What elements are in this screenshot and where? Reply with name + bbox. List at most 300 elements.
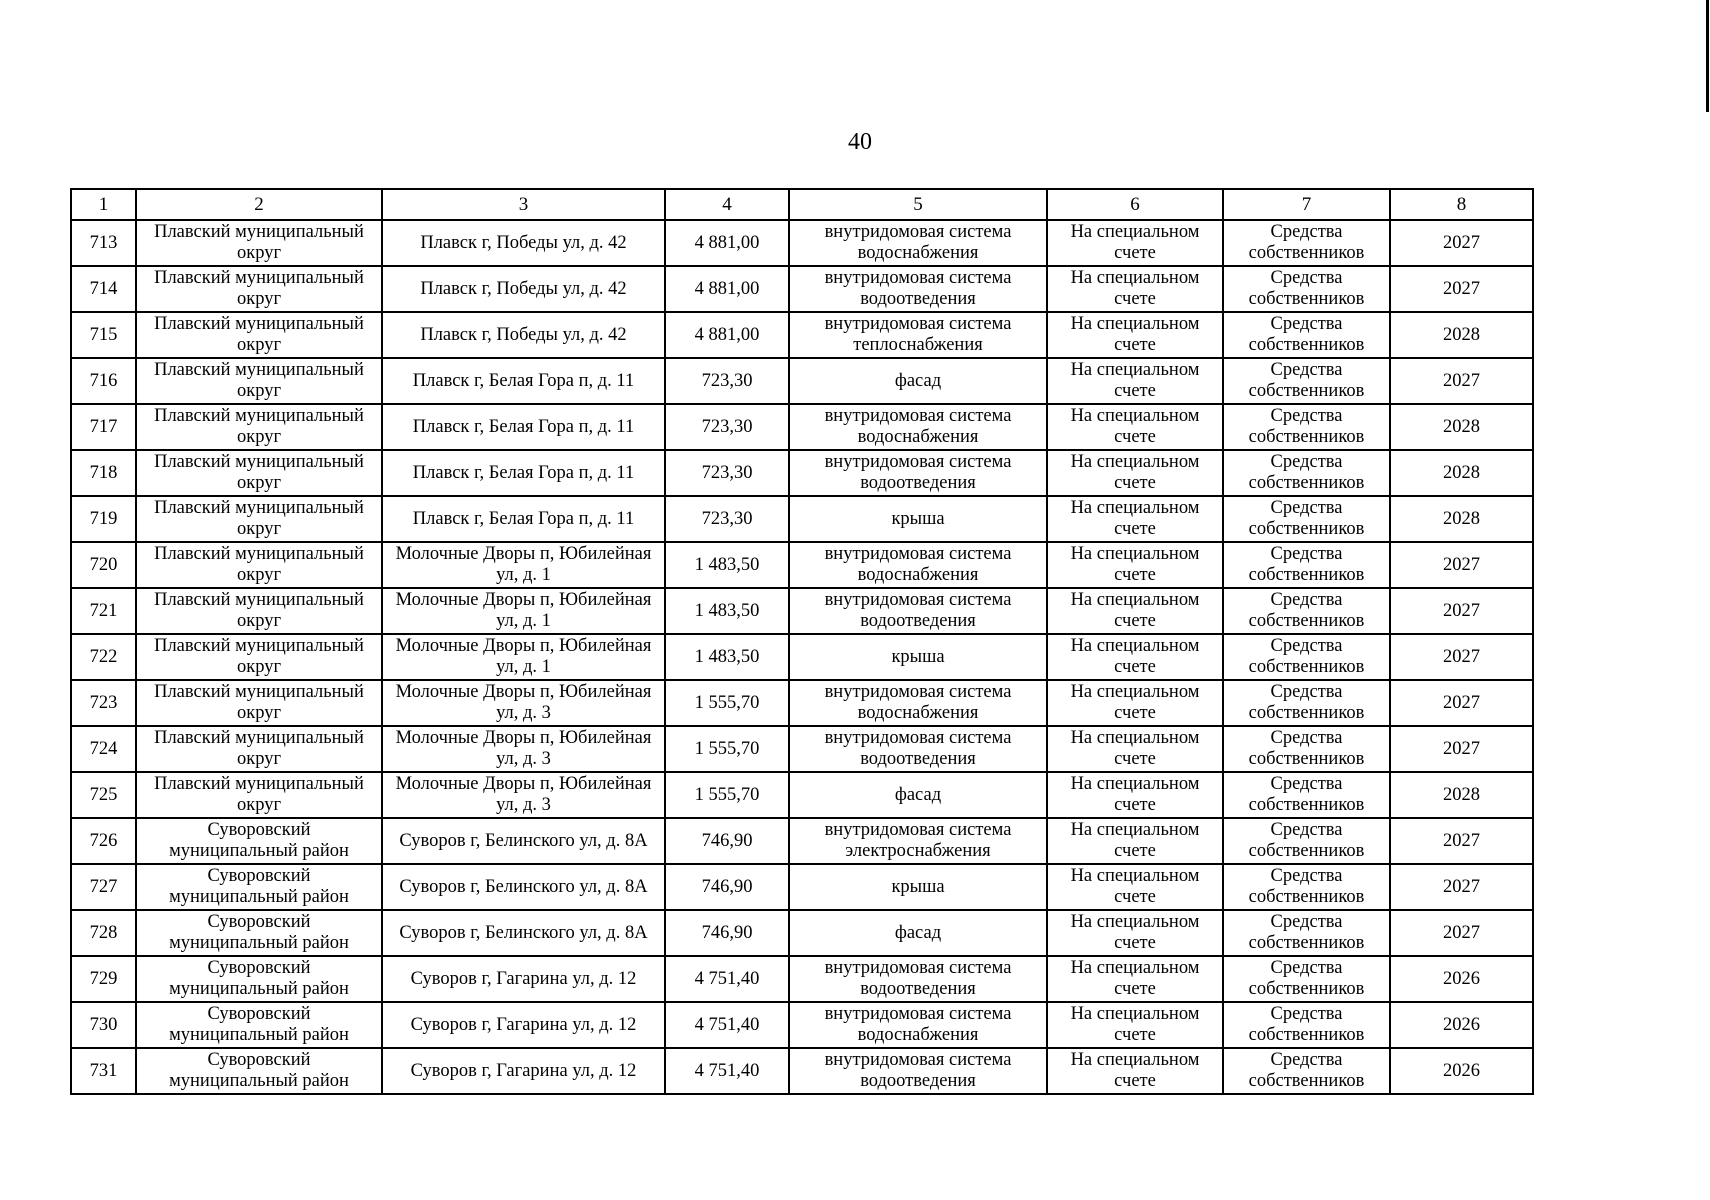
area-cell: 746,90 [665, 818, 789, 864]
table-row [71, 312, 1533, 358]
address-cell [382, 1002, 665, 1048]
year-cell: 2027 [1390, 266, 1533, 312]
row-number: 727 [71, 864, 136, 910]
cell-line: внутридомовая система [824, 590, 1012, 610]
cell-line: Суворов г, Гагарина ул, д. 12 [410, 968, 637, 989]
cell-line: крыша [891, 876, 945, 897]
cell-line: собственников [1248, 933, 1365, 953]
funding-source-cell [1223, 450, 1390, 496]
cell-line: На специальном [1070, 1050, 1200, 1070]
cell-line: На специальном [1070, 774, 1200, 794]
cell-line: внутридомовая система [824, 222, 1012, 242]
cell-line: собственников [1248, 657, 1365, 677]
table-row [71, 910, 1533, 956]
column-number: 6 [1047, 189, 1223, 220]
cell-line: округ [236, 427, 282, 447]
cell-line: Плавский муниципальный [154, 682, 364, 702]
cell-line: собственников [1248, 1071, 1365, 1091]
cell-line: Плавск г, Белая Гора п, д. 11 [412, 462, 635, 483]
cell-line: водоснабжения [857, 703, 979, 723]
table-row [71, 726, 1533, 772]
column-number: 4 [665, 189, 789, 220]
area-cell: 723,30 [665, 404, 789, 450]
cell-line: крыша [891, 646, 945, 667]
cell-line: На специальном [1070, 268, 1200, 288]
district-cell [136, 542, 382, 588]
cell-line: На специальном [1070, 406, 1200, 426]
year-cell: 2027 [1390, 818, 1533, 864]
row-number: 720 [71, 542, 136, 588]
cell-line: внутридомовая система [824, 452, 1012, 472]
cell-line: внутридомовая система [824, 1004, 1012, 1024]
row-number: 729 [71, 956, 136, 1002]
column-number: 8 [1390, 189, 1533, 220]
cell-line: собственников [1248, 795, 1365, 815]
cell-line: Средства [1270, 544, 1343, 564]
work-type-cell [789, 404, 1047, 450]
row-number: 716 [71, 358, 136, 404]
cell-line: водоотведения [860, 473, 976, 493]
cell-line: округ [236, 473, 282, 493]
cell-line: Средства [1270, 314, 1343, 334]
cell-line: счете [1114, 473, 1156, 493]
cell-line: Плавск г, Белая Гора п, д. 11 [412, 416, 635, 437]
district-cell [136, 634, 382, 680]
address-cell [382, 680, 665, 726]
district-cell [136, 1048, 382, 1094]
cell-line: Средства [1270, 820, 1343, 840]
funding-source-cell [1223, 542, 1390, 588]
work-type-cell [789, 1048, 1047, 1094]
fund-account-cell [1047, 772, 1223, 818]
district-cell [136, 496, 382, 542]
address-cell [382, 864, 665, 910]
cell-line: На специальном [1070, 314, 1200, 334]
fund-account-cell [1047, 450, 1223, 496]
work-type-cell [789, 450, 1047, 496]
cell-line: Средства [1270, 452, 1343, 472]
address-cell [382, 220, 665, 266]
cell-line: внутридомовая система [824, 820, 1012, 840]
row-number: 719 [71, 496, 136, 542]
funding-source-cell [1223, 726, 1390, 772]
area-cell: 4 881,00 [665, 312, 789, 358]
address-cell [382, 726, 665, 772]
cell-line: Молочные Дворы п, Юбилейная [395, 682, 652, 702]
cell-line: ул, д. 3 [496, 795, 551, 815]
year-cell: 2027 [1390, 864, 1533, 910]
cell-line: Средства [1270, 406, 1343, 426]
cell-line: округ [236, 749, 282, 769]
column-number: 3 [382, 189, 665, 220]
fund-account-cell [1047, 1002, 1223, 1048]
cell-line: водоотведения [860, 289, 976, 309]
cell-line: Плавский муниципальный [154, 498, 364, 518]
row-number: 721 [71, 588, 136, 634]
year-cell: 2027 [1390, 588, 1533, 634]
cell-line: округ [236, 703, 282, 723]
work-type-cell [789, 496, 1047, 542]
area-cell: 4 751,40 [665, 1002, 789, 1048]
cell-line: Плавский муниципальный [154, 452, 364, 472]
district-cell [136, 588, 382, 634]
cell-line: Молочные Дворы п, Юбилейная [395, 544, 652, 564]
cell-line: Плавский муниципальный [154, 774, 364, 794]
cell-line: Плавск г, Белая Гора п, д. 11 [412, 370, 635, 391]
address-cell [382, 404, 665, 450]
cell-line: ул, д. 1 [496, 611, 551, 631]
year-cell: 2027 [1390, 726, 1533, 772]
cell-line: Плавск г, Белая Гора п, д. 11 [412, 508, 635, 529]
cell-line: счете [1114, 1025, 1156, 1045]
cell-line: внутридомовая система [824, 682, 1012, 702]
address-cell [382, 1048, 665, 1094]
cell-line: Плавский муниципальный [154, 268, 364, 288]
area-cell: 723,30 [665, 450, 789, 496]
fund-account-cell [1047, 496, 1223, 542]
table-row [71, 542, 1533, 588]
year-cell: 2028 [1390, 496, 1533, 542]
cell-line: счете [1114, 335, 1156, 355]
cell-line: Средства [1270, 1050, 1343, 1070]
year-cell: 2027 [1390, 634, 1533, 680]
fund-account-cell [1047, 956, 1223, 1002]
table-row [71, 956, 1533, 1002]
registry-table [70, 188, 1534, 1095]
cell-line: ул, д. 1 [496, 565, 551, 585]
cell-line: Плавский муниципальный [154, 636, 364, 656]
cell-line: На специальном [1070, 682, 1200, 702]
cell-line: На специальном [1070, 958, 1200, 978]
table-row [71, 404, 1533, 450]
district-cell [136, 680, 382, 726]
cell-line: Средства [1270, 268, 1343, 288]
area-cell: 1 483,50 [665, 634, 789, 680]
table-row [71, 1048, 1533, 1094]
cell-line: Средства [1270, 912, 1343, 932]
cell-line: Плавский муниципальный [154, 360, 364, 380]
area-cell: 4 751,40 [665, 1048, 789, 1094]
cell-line: На специальном [1070, 360, 1200, 380]
work-type-cell [789, 1002, 1047, 1048]
cell-line: Средства [1270, 958, 1343, 978]
cell-line: Суворов г, Гагарина ул, д. 12 [410, 1014, 637, 1035]
cell-line: округ [236, 243, 282, 263]
fund-account-cell [1047, 1048, 1223, 1094]
district-cell [136, 266, 382, 312]
work-type-cell [789, 634, 1047, 680]
cell-line: Средства [1270, 682, 1343, 702]
year-cell: 2026 [1390, 956, 1533, 1002]
district-cell [136, 772, 382, 818]
work-type-cell [789, 680, 1047, 726]
funding-source-cell [1223, 496, 1390, 542]
fund-account-cell [1047, 726, 1223, 772]
district-cell [136, 450, 382, 496]
fund-account-cell [1047, 542, 1223, 588]
address-cell [382, 818, 665, 864]
page-number: 40 [848, 129, 872, 155]
cell-line: округ [236, 335, 282, 355]
fund-account-cell [1047, 358, 1223, 404]
cell-line: собственников [1248, 979, 1365, 999]
cell-line: внутридомовая система [824, 314, 1012, 334]
row-number: 731 [71, 1048, 136, 1094]
funding-source-cell [1223, 956, 1390, 1002]
cell-line: округ [236, 611, 282, 631]
row-number: 718 [71, 450, 136, 496]
cell-line: муниципальный район [169, 841, 349, 861]
area-cell: 1 555,70 [665, 680, 789, 726]
cell-line: электроснабжения [845, 841, 991, 861]
fund-account-cell [1047, 864, 1223, 910]
cell-line: водоотведения [860, 611, 976, 631]
fund-account-cell [1047, 634, 1223, 680]
area-cell: 4 881,00 [665, 266, 789, 312]
year-cell: 2027 [1390, 542, 1533, 588]
cell-line: Средства [1270, 636, 1343, 656]
funding-source-cell [1223, 1002, 1390, 1048]
cell-line: Молочные Дворы п, Юбилейная [395, 636, 652, 656]
cell-line: собственников [1248, 749, 1365, 769]
cell-line: счете [1114, 657, 1156, 677]
address-cell [382, 772, 665, 818]
address-cell [382, 634, 665, 680]
table-row [71, 220, 1533, 266]
address-cell [382, 358, 665, 404]
cell-line: собственников [1248, 427, 1365, 447]
cell-line: На специальном [1070, 498, 1200, 518]
cell-line: Средства [1270, 866, 1343, 886]
cell-line: собственников [1248, 1025, 1365, 1045]
cell-line: фасад [894, 922, 942, 943]
cell-line: счете [1114, 565, 1156, 585]
cell-line: водоотведения [860, 979, 976, 999]
cell-line: собственников [1248, 841, 1365, 861]
table-row [71, 496, 1533, 542]
fund-account-cell [1047, 404, 1223, 450]
row-number: 713 [71, 220, 136, 266]
cell-line: ул, д. 1 [496, 657, 551, 677]
funding-source-cell [1223, 864, 1390, 910]
table-row [71, 266, 1533, 312]
cell-line: Плавский муниципальный [154, 406, 364, 426]
year-cell: 2028 [1390, 450, 1533, 496]
cell-line: собственников [1248, 519, 1365, 539]
funding-source-cell [1223, 588, 1390, 634]
cell-line: Суворовский [207, 912, 311, 932]
year-cell: 2028 [1390, 404, 1533, 450]
funding-source-cell [1223, 818, 1390, 864]
cell-line: Плавский муниципальный [154, 590, 364, 610]
cell-line: На специальном [1070, 912, 1200, 932]
cell-line: счете [1114, 427, 1156, 447]
row-number: 728 [71, 910, 136, 956]
work-type-cell [789, 220, 1047, 266]
work-type-cell [789, 910, 1047, 956]
cell-line: фасад [894, 784, 942, 805]
cell-line: ул, д. 3 [496, 703, 551, 723]
cell-line: Плавск г, Победы ул, д. 42 [420, 324, 627, 345]
cell-line: Плавск г, Победы ул, д. 42 [420, 232, 627, 253]
work-type-cell [789, 772, 1047, 818]
column-number-row [71, 189, 1533, 220]
cell-line: Молочные Дворы п, Юбилейная [395, 728, 652, 748]
area-cell: 746,90 [665, 910, 789, 956]
cell-line: Молочные Дворы п, Юбилейная [395, 774, 652, 794]
cell-line: теплоснабжения [853, 335, 983, 355]
funding-source-cell [1223, 634, 1390, 680]
area-cell: 4 751,40 [665, 956, 789, 1002]
cell-line: округ [236, 565, 282, 585]
cell-line: На специальном [1070, 222, 1200, 242]
table-row [71, 588, 1533, 634]
area-cell: 4 881,00 [665, 220, 789, 266]
area-cell: 723,30 [665, 358, 789, 404]
cell-line: На специальном [1070, 728, 1200, 748]
cell-line: округ [236, 519, 282, 539]
cell-line: внутридомовая система [824, 728, 1012, 748]
cell-line: водоснабжения [857, 565, 979, 585]
year-cell: 2027 [1390, 358, 1533, 404]
funding-source-cell [1223, 220, 1390, 266]
cell-line: счете [1114, 749, 1156, 769]
cell-line: внутридомовая система [824, 1050, 1012, 1070]
table-row [71, 450, 1533, 496]
cell-line: собственников [1248, 565, 1365, 585]
fund-account-cell [1047, 818, 1223, 864]
cell-line: округ [236, 381, 282, 401]
cell-line: счете [1114, 519, 1156, 539]
funding-source-cell [1223, 312, 1390, 358]
cell-line: На специальном [1070, 544, 1200, 564]
funding-source-cell [1223, 358, 1390, 404]
cell-line: Средства [1270, 590, 1343, 610]
work-type-cell [789, 358, 1047, 404]
fund-account-cell [1047, 220, 1223, 266]
cell-line: На специальном [1070, 820, 1200, 840]
cell-line: счете [1114, 887, 1156, 907]
cell-line: счете [1114, 1071, 1156, 1091]
district-cell [136, 312, 382, 358]
funding-source-cell [1223, 1048, 1390, 1094]
table-row [71, 634, 1533, 680]
funding-source-cell [1223, 404, 1390, 450]
cell-line: Суворов г, Белинского ул, д. 8А [399, 876, 648, 897]
cell-line: собственников [1248, 703, 1365, 723]
row-number: 724 [71, 726, 136, 772]
cell-line: водоснабжения [857, 243, 979, 263]
fund-account-cell [1047, 680, 1223, 726]
address-cell [382, 496, 665, 542]
cell-line: округ [236, 289, 282, 309]
cell-line: фасад [894, 370, 942, 391]
cell-line: Плавский муниципальный [154, 222, 364, 242]
cell-line: счете [1114, 703, 1156, 723]
cell-line: Плавский муниципальный [154, 728, 364, 748]
cell-line: собственников [1248, 611, 1365, 631]
cell-line: счете [1114, 979, 1156, 999]
funding-source-cell [1223, 910, 1390, 956]
table-body [71, 220, 1533, 1094]
cell-line: На специальном [1070, 452, 1200, 472]
cell-line: На специальном [1070, 636, 1200, 656]
cell-line: внутридомовая система [824, 406, 1012, 426]
cell-line: внутридомовая система [824, 958, 1012, 978]
cell-line: внутридомовая система [824, 268, 1012, 288]
address-cell [382, 956, 665, 1002]
cell-line: счете [1114, 795, 1156, 815]
work-type-cell [789, 266, 1047, 312]
cell-line: крыша [891, 508, 945, 529]
cell-line: собственников [1248, 243, 1365, 263]
cell-line: водоотведения [860, 1071, 976, 1091]
district-cell [136, 956, 382, 1002]
fund-account-cell [1047, 312, 1223, 358]
cell-line: счете [1114, 381, 1156, 401]
address-cell [382, 542, 665, 588]
cell-line: водоотведения [860, 749, 976, 769]
fund-account-cell [1047, 266, 1223, 312]
address-cell [382, 588, 665, 634]
district-cell [136, 910, 382, 956]
fund-account-cell [1047, 588, 1223, 634]
cell-line: счете [1114, 243, 1156, 263]
cell-line: счете [1114, 289, 1156, 309]
cell-line: Суворов г, Гагарина ул, д. 12 [410, 1060, 637, 1081]
cell-line: Молочные Дворы п, Юбилейная [395, 590, 652, 610]
year-cell: 2027 [1390, 680, 1533, 726]
cell-line: Плавск г, Победы ул, д. 42 [420, 278, 627, 299]
row-number: 717 [71, 404, 136, 450]
district-cell [136, 726, 382, 772]
area-cell: 1 483,50 [665, 588, 789, 634]
cell-line: водоснабжения [857, 427, 979, 447]
cell-line: собственников [1248, 473, 1365, 493]
table-row [71, 864, 1533, 910]
area-cell: 1 555,70 [665, 726, 789, 772]
year-cell: 2027 [1390, 220, 1533, 266]
year-cell: 2028 [1390, 772, 1533, 818]
year-cell: 2026 [1390, 1048, 1533, 1094]
cell-line: Средства [1270, 774, 1343, 794]
work-type-cell [789, 542, 1047, 588]
address-cell [382, 450, 665, 496]
row-number: 715 [71, 312, 136, 358]
district-cell [136, 404, 382, 450]
column-number: 2 [136, 189, 382, 220]
row-number: 730 [71, 1002, 136, 1048]
district-cell [136, 358, 382, 404]
cell-line: Средства [1270, 1004, 1343, 1024]
cell-line: собственников [1248, 289, 1365, 309]
funding-source-cell [1223, 266, 1390, 312]
cell-line: Суворовский [207, 958, 311, 978]
area-cell: 1 483,50 [665, 542, 789, 588]
district-cell [136, 220, 382, 266]
cell-line: На специальном [1070, 590, 1200, 610]
cell-line: На специальном [1070, 1004, 1200, 1024]
cell-line: водоснабжения [857, 1025, 979, 1045]
cell-line: Плавский муниципальный [154, 544, 364, 564]
table-row [71, 772, 1533, 818]
table-row [71, 680, 1533, 726]
area-cell: 1 555,70 [665, 772, 789, 818]
table-row [71, 818, 1533, 864]
cell-line: Суворов г, Белинского ул, д. 8А [399, 922, 648, 943]
cell-line: Суворовский [207, 1004, 311, 1024]
cell-line: муниципальный район [169, 887, 349, 907]
